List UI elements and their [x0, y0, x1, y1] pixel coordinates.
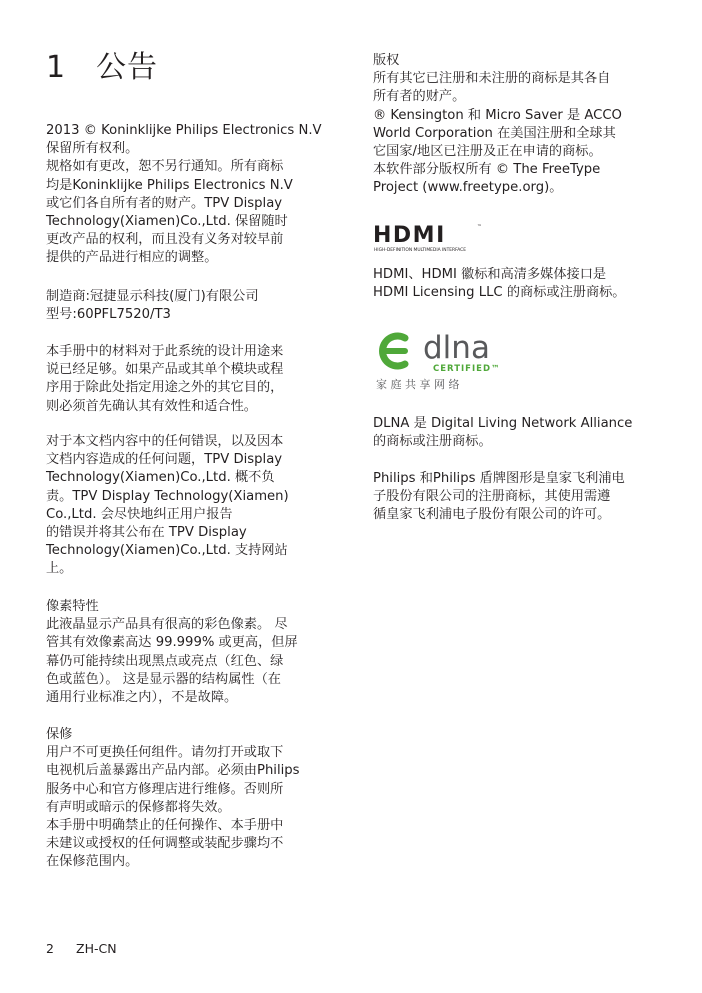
- hdmi-logo-tm: ™: [477, 224, 482, 230]
- text-line: ® Kensington 和 Micro Saver 是 ACCO: [373, 107, 622, 123]
- text-line: DLNA 是 Digital Living Network Alliance: [373, 416, 633, 431]
- text-line: Technology(Xiamen)Co.,Ltd. 概不负: [46, 470, 275, 486]
- section-title: 公告: [96, 50, 158, 85]
- text-line: 提供的产品进行相应的调整。: [46, 250, 218, 266]
- page-footer: [46, 940, 117, 958]
- copyright-notice: [46, 122, 334, 268]
- text-line: 管其有效像素高达 99.999% 或更高，但屏: [46, 635, 298, 651]
- manufacturer-info: [46, 288, 334, 324]
- text-line: Technology(Xiamen)Co.,Ltd. 保留随时: [46, 214, 288, 230]
- text-line: Project (www.freetype.org)。: [373, 180, 563, 196]
- text-line: 保留所有权利。: [46, 141, 139, 157]
- warranty-heading: 保修: [46, 727, 73, 742]
- text-line: 制造商:冠捷显示科技(厦门)有限公司: [46, 289, 259, 304]
- section-number: 1: [46, 50, 67, 85]
- warranty-section: [46, 726, 334, 872]
- text-line: 责。TPV Display Technology(Xiamen): [46, 488, 289, 504]
- text-line: 它国家/地区已注册及正在申请的商标。: [373, 144, 602, 160]
- language-code: ZH-CN: [76, 941, 117, 956]
- text-line: HDMI Licensing LLC 的商标或注册商标。: [373, 285, 626, 301]
- text-line: 序用于除此处指定用途之外的其它目的，: [46, 380, 284, 396]
- text-line: 用户不可更换任何组件。请勿打开或取下: [46, 745, 284, 761]
- text-line: 未建议或授权的任何调整或装配步骤均不: [46, 836, 284, 852]
- text-line: 循皇家飞利浦电子股份有限公司的许可。: [373, 507, 611, 523]
- text-line: 本软件部分版权所有 © The FreeType: [373, 162, 601, 178]
- dlna-logo: [373, 326, 503, 394]
- text-line: 幕仍可能持续出现黑点或亮点（红色、绿: [46, 653, 284, 669]
- pixel-heading: 像素特性: [46, 599, 99, 614]
- philips-text: [373, 470, 663, 525]
- text-line: Technology(Xiamen)Co.,Ltd. 支持网站: [46, 543, 288, 559]
- text-line: 文档内容造成的任何问题，TPV Display: [46, 452, 283, 468]
- hdmi-text: [373, 266, 663, 302]
- text-line: 均是Koninklijke Philips Electronics N.V: [46, 177, 293, 193]
- dlna-text: [373, 415, 663, 451]
- pixel-text: [46, 616, 334, 707]
- text-line: 此液晶显示产品具有很高的彩色像素。 尽: [46, 617, 288, 633]
- errors-notice: [46, 433, 334, 579]
- text-line: 上。: [46, 561, 73, 577]
- warranty-text: [46, 744, 334, 871]
- text-line: 在保修范围内。: [46, 854, 139, 870]
- text-line: 规格如有更改，恕不另行通知。所有商标: [46, 159, 284, 175]
- copyright-section: [373, 52, 663, 198]
- text-line: 型号:60PFL7520/T3: [46, 307, 171, 323]
- text-line: Philips 和Philips 盾牌图形是皇家飞利浦电: [373, 471, 625, 486]
- page-title: [46, 50, 158, 86]
- text-line: 电视机后盖暴露出产品内部。必须由Philips: [46, 763, 300, 779]
- text-line: 2013 © Koninklijke Philips Electronics N.V: [46, 123, 322, 138]
- hdmi-logo-word: HDMI: [373, 223, 446, 248]
- text-line: 通用行业标准之内），不是故障。: [46, 690, 238, 706]
- text-line: 则必须首先确认其有效性和适合性。: [46, 398, 257, 414]
- copyright-text: [373, 70, 663, 197]
- text-line: World Corporation 在美国注册和全球其: [373, 125, 616, 141]
- dlna-logo-certified: CERTIFIED™: [433, 364, 501, 374]
- text-line: 有声明或暗示的保修都将失效。: [46, 799, 231, 815]
- text-line: 或它们各自所有者的财产。TPV Display: [46, 195, 283, 211]
- text-line: 服务中心和官方修理店进行维修。否则所: [46, 781, 284, 797]
- text-line: 本手册中明确禁止的任何操作、本手册中: [46, 818, 284, 834]
- text-line: 所有者的财产。: [373, 89, 466, 105]
- hdmi-logo-tagline: HIGH-DEFINITION MULTIMEDIA INTERFACE: [374, 248, 466, 253]
- text-line: 所有其它已注册和未注册的商标是其各自: [373, 71, 611, 87]
- dlna-emblem-icon: [383, 336, 405, 366]
- text-line: 说已经足够。如果产品或其单个模块或程: [46, 362, 284, 378]
- copyright-heading: 版权: [373, 53, 400, 68]
- dlna-logo-word: dlna: [423, 330, 490, 366]
- dlna-logo-cn: 家 庭 共 享 网 络: [376, 378, 460, 391]
- text-line: 的商标或注册商标。: [373, 434, 492, 450]
- pixel-section: [46, 598, 334, 707]
- text-line: 色或蓝色）。 这是显示器的结构属性（在: [46, 671, 281, 687]
- hdmi-logo: [373, 222, 491, 256]
- text-line: HDMI、HDMI 徽标和高清多媒体接口是: [373, 267, 607, 282]
- text-line: 本手册中的材料对于此系统的设计用途来: [46, 344, 284, 359]
- text-line: 子股份有限公司的注册商标，其使用需遵: [373, 489, 611, 505]
- text-line: Co.,Ltd. 会尽快地纠正用户报告: [46, 506, 233, 522]
- page-number: 2: [46, 941, 54, 956]
- text-line: 的错误并将其公布在 TPV Display: [46, 525, 247, 541]
- text-line: 更改产品的权利，而且没有义务对较早前: [46, 232, 284, 248]
- material-notice: [46, 343, 334, 416]
- text-line: 对于本文档内容中的任何错误，以及因本: [46, 434, 284, 449]
